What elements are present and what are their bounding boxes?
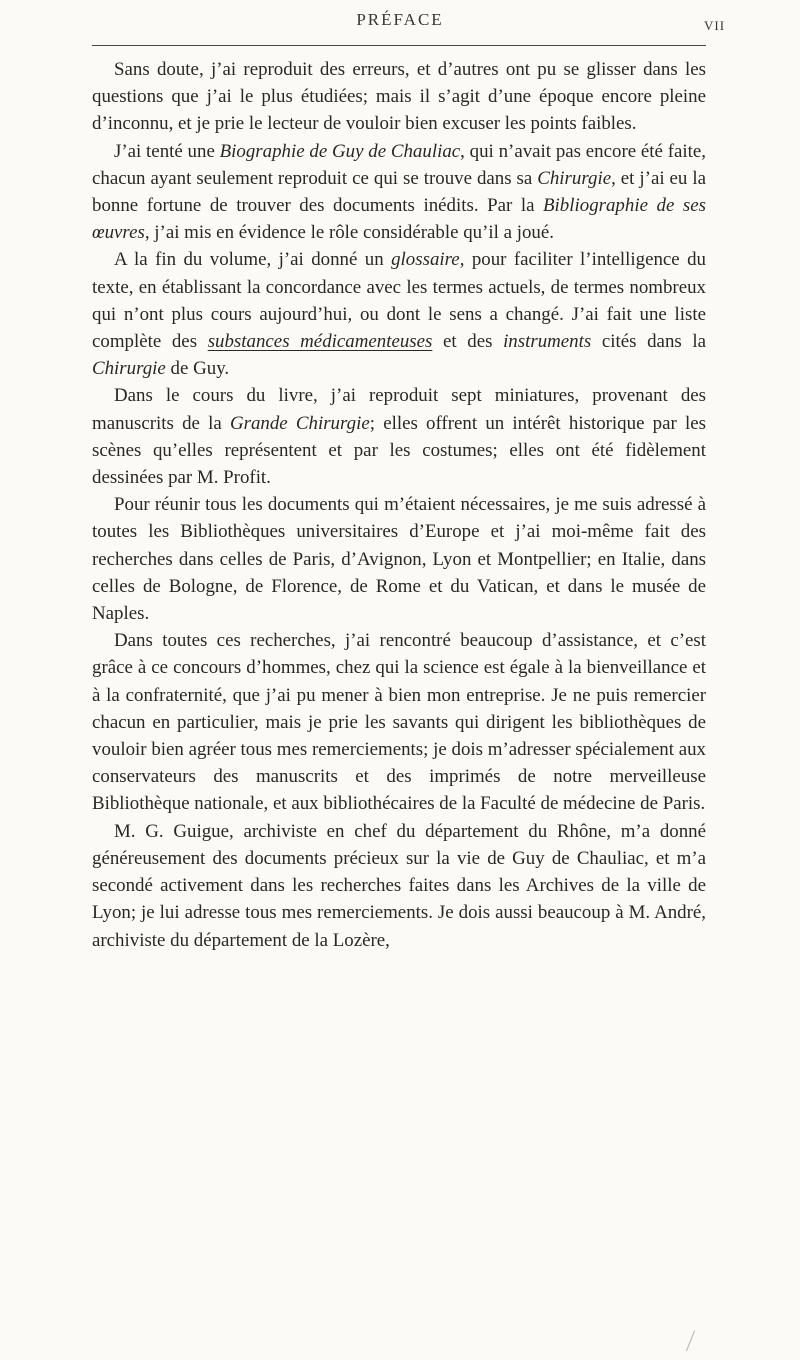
italic-title-chirurgie: Chirurgie [537,167,612,189]
text-run: , j’ai mis en évidence le rôle considérable qu’il a joué. [144,222,554,244]
text-run: de Guy. [165,358,230,380]
text-run: Sans doute, j’ai reproduit des erreurs, et d’autres ont pu se glisser dans les questions que j’ai le plus étudiées; mais il s’agit d’une époque encore pleine d’inconnu, et je prie le lecteur de vouloir bien excuser les points faibles. [92,59,706,135]
italic-title-biographie: Biographie de Guy de Chauliac [219,140,461,162]
paragraph-4 [92,382,706,491]
text-run: A la fin du volume, j’ai donné un [114,249,392,271]
paragraph-2 [92,138,706,247]
italic-title-chirurgie: Chirurgie [92,358,166,380]
italic-term-instruments: instruments [503,331,592,353]
text-run: cités dans la [591,331,706,353]
header-rule [92,45,706,46]
running-title: PRÉFACE [356,10,444,29]
italic-term-substances: substances médicamenteuses [207,331,433,353]
paragraph-3 [92,246,706,382]
text-run: Dans le cours du livre, j’ai reproduit sept miniatures, provenant des manuscrits de la [92,385,706,434]
page-number: VII [704,18,726,33]
text-run: Pour réunir tous les documents qui m’étaient nécessaires, je me suis adressé à toutes les Bibliothèques universitaires d’Europe et j’ai moi-même fait des recherches dans celles de Paris, d’Avignon, Lyon et Montpellier; en Italie, dans celles de Bologne, de Florence, de Rome et du Vatican, et dans le musée de Naples. [92,494,706,625]
text-run: Dans toutes ces recherches, j’ai rencontré beaucoup d’assistance, et c’est grâce à ce concours d’hommes, chez qui la science est égale à la bienveillance et à la confraternité, que j’ai pu mener à bien mon entreprise. Je ne puis remercier chacun en particulier, mais je prie les savants qui dirigent les bibliothèques de vouloir bien agréer tous mes remerciements; je dois m’adresser spécialement aux conservateurs des manuscrits et des imprimés de notre merveilleuse Bibliothèque nationale, et aux bibliothécaires de la Faculté de médecine de Paris. [92,630,706,815]
italic-title-grande-chirurgie: Grande Chirurgie [229,412,370,434]
page-header [0,0,800,60]
text-run: et des [432,331,504,353]
paragraph-1 [92,56,706,138]
text-run: J’ai tenté une [114,140,220,162]
italic-title-bibliographie: Bibliographie de ses œuvres [92,195,706,244]
preface-body [92,56,706,954]
paragraph-7 [92,818,706,954]
text-run: , et j’ai eu la bonne fortune de trouver des documents inédits. Par la [92,167,706,217]
italic-term-glossaire: glossaire [391,249,460,271]
text-run: ; elles offrent un intérêt historique par les scènes qu’elles représentent et par les costumes; elles ont été fidèlement dessinées par M. Profit. [92,412,706,489]
pencil-mark [686,1330,696,1351]
paragraph-5 [92,491,706,627]
paragraph-6 [92,627,706,817]
text-run: M. G. Guigue, archiviste en chef du département du Rhône, m’a donné généreusement des documents précieux sur la vie de Guy de Chauliac, et m’a secondé activement dans les recherches faites dans les Archives de la ville de Lyon; je lui adresse tous mes remerciements. Je dois aussi beaucoup à M. André, archiviste du département de la Lozère, [92,820,706,951]
text-run: , qui n’avait pas encore été faite, chacun ayant seulement reproduit ce qui se trouve dans sa [92,140,706,189]
text-run: , pour faciliter l’intelligence du texte, en établissant la concordance avec les termes actuels, de termes nombreux qui n’ont plus cours aujourd’hui, ou dont le sens a changé. J’ai fait une liste complète des [92,249,706,353]
